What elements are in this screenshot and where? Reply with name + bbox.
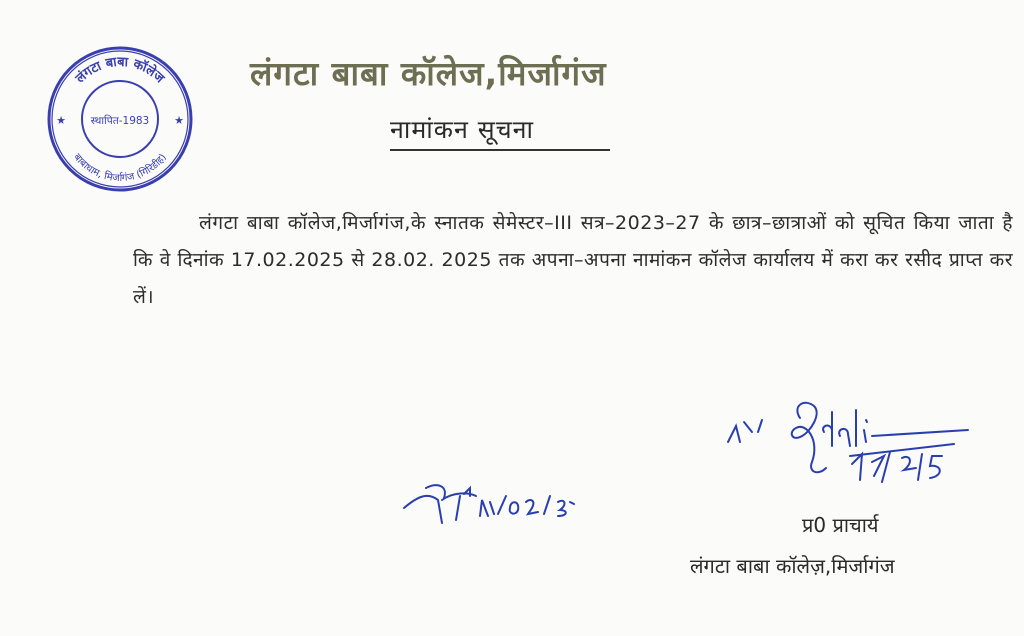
sign-off-college-name: लंगटा बाबा कॉलेज़,मिर्जागंज bbox=[690, 554, 895, 578]
svg-text:★: ★ bbox=[56, 114, 66, 127]
stamp-bottom-text: बाबाधाम, मिर्जागंज (गिरिडीह) bbox=[71, 151, 169, 185]
notice-body-text: लंगटा बाबा कॉलेज,मिर्जागंज,के स्नातक सेमेस्टर–III सत्र–2023–27 के छात्र–छात्राओं को सूचित किया जाता है कि वे दिनांक 17.02.2025 से 28.02. 2025 तक अपना–अपना नामांकन कॉलेज कार्यालय में करा कर रसीद प्राप्त कर लें। bbox=[133, 212, 1013, 308]
handwritten-signature-left bbox=[398, 478, 598, 540]
stamp-outer-text: लंगटा बाबा कॉलेज bbox=[72, 54, 167, 87]
heading-underline bbox=[390, 149, 610, 151]
handwritten-signature-right bbox=[722, 392, 972, 496]
stamp-center-text: स्थापित-1983 bbox=[90, 115, 150, 127]
svg-text:★: ★ bbox=[174, 114, 184, 127]
college-title: लंगटा बाबा कॉलेज,मिर्जागंज bbox=[250, 54, 607, 93]
notice-heading: नामांकन सूचना bbox=[390, 115, 534, 144]
college-seal-stamp bbox=[45, 44, 195, 194]
designation-label: प्र0 प्राचार्य bbox=[802, 513, 879, 537]
